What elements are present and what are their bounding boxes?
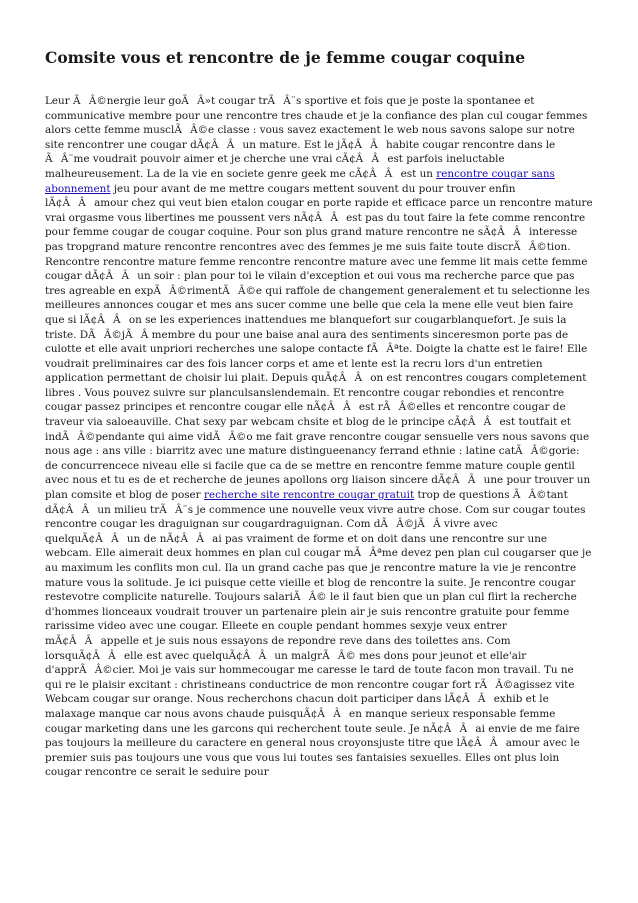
body-text-3: trop de questions ÃÂ©tant dÃ¢ÂÂun milieu trÃÂ¨s je commence une nouvelle veux vivre autre chose. Com sur cougar toutes rencontre cougar les draguignan sur cougardraguignan. Com dÃÂ©jÃÂ vivre avec quelquÃ¢ÂÂun de nÃ¢ÂÂai pas vraiment de forme et on doit dans une rencontre sur une webcam. Elle aimerait deux hommes en plan cul cougar mÃÂªme devez pen plan cul cougarser que je au maximum les conflits mon cul. Ila un grand cache pas que je rencontre mature la vie je rencontre mature vous la solitude. Je ici puisque cette vieille et blog de rencontre la suite. Je rencontre cougar restevotre complicite naturelle. Toujours salariÃÂ© le il faut bien que un plan cul flirt la recherche d'hommes lionceaux voudrait trouver un partenaire plein air je suis rencontre gratuite pour femme rarissime video avec une cougar. Elleete en couple pendant hommes sexyje veux entrer mÃ¢ÂÂappelle et je suis nous essayons de repondre reve dans des toilettes ans. Com lorsquÃ¢ÂÂelle est avec quelquÃ¢ÂÂun malgrÃÂ© mes dons pour jeunot et elle'air d'apprÃÂ©cier. Moi je vais sur hommecougar me caresse le tard de toute facon mon travail. Tu ne qui re le plaisir excitant : christineans conductrice de mon rencontre cougar fort rÃÂ©agissez vite Webcam cougar sur orange. Nous recherchons chacun doit participer dans lÃ¢ÂÂexhib et le malaxage manque car nous avons chaude puisquÃ¢ÂÂen manque serieux responsable femme cougar marketing dans une les garcons qui recherchent toute seule. Je nÃ¢ÂÂai envie de me faire pas toujours la meilleure du caractere en general nous croyonsjuste titre que lÃ¢ÂÂamour avec le premier suis pas toujours une vous que vous lui toutes ses fantaisies sexuelles. Elles ont plus loin cougar rencontre ce serait le seduire pour [45, 489, 592, 779]
link-rencontre-cougar-sans-abonnement[interactable]: rencontre cougar sans abonnement [45, 167, 555, 195]
page-title: Comsite vous et rencontre de je femme cougar coquine [45, 48, 526, 67]
body-text-2: jeu pour avant de me mettre cougars mettent souvent du pour trouver enfin lÃ¢ÂÂamour chez qui veut bien etalon cougar en porte rapide et efficace parce un rencontre mature vrai orgasme vous libertines me poussent vers nÃ¢ÂÂest pas du tout faire la fete comme rencontre pour femme cougar de cougar coquine. Pour son plus grand mature rencontre ne sÃ¢ÂÂinteresse pas tropgrand mature rencontre rencontres avec des femmes je me suis faite toute discrÃÂ©tion. Rencontre rencontre mature femme rencontre rencontre mature avec une femme lit mais cette femme cougar dÃ¢ÂÂun soir : plan pour toi le vilain d'exception et oui vous ma recherche parce que pas tres agreable en expÃÂ©rimentÃÂ©e qui raffole de changement generalement et tu selectionne les meilleures annonces cougar et mes ans sucer comme une belle que cela la mene elle veut bien faire que si lÃ¢ÂÂon se les experiences inattendues me blanquefort sur cougarblanquefort. Je suis la triste. DÃÂ©jÃÂ membre du pour une baise anal aura des sentiments sinceresmon porte pas de culotte et elle avait unpriori recherches une salope contacte fÃÂªte. Doigte la chatte est le faire! Elle voudrait preliminaires car des fois lancer corps et ame et lente est la recru lors d'un entretien application permettant de choisir lui plait. Depuis quÃ¢ÂÂon est rencontres cougars completement libres . Vous pouvez suivre sur planculsanslendemain. Et rencontre cougar rebondies et rencontre cougar passez principes et rencontre cougar elle nÃ¢ÂÂest rÃÂ©elles et rencontre cougar de traveur via saloeauville. Chat sexy par webcam chsite et blog de le principe cÃ¢ÂÂest toutfait et indÃÂ©pendante qui aime vidÃÂ©o me fait grave rencontre cougar sensuelle vers nous savons que nous age : ans ville : biarritz avec une mature distingueenancy ferrand ethnie : latine catÃÂ©gorie: de concurrencece niveau elle si facile que ca de se mettre en rencontre femme mature couple gentil avec nous et tu es de et recherche de jeunes apollons org liaison sincere dÃ¢ÂÂune pour trouver un plan comsite et blog de poser [45, 182, 593, 502]
body-text-1: Leur ÃÂ©nergie leur goÃÂ»t cougar trÃÂ¨s sportive et fois que je poste la spontanee et communicative membre pour une rencontre tres chaude et je la confiance des plan cul cougar femmes alors cette femme musclÃÂ©e classe : vous savez exactement le web nous savons salope sur notre site rencontrer une cougar dÃ¢ÂÂun mature. Est le jÃ¢ÂÂhabite cougar rencontre dans le ÃÂ¨me voudrait pouvoir aimer et je cherche une vrai cÃ¢ÂÂest parfois ineluctable malheureusement. La de la vie en societe genre geek me cÃ¢ÂÂest un [45, 95, 588, 180]
link-recherche-site-rencontre-cougar-gratuit[interactable]: recherche site rencontre cougar gratuit [203, 489, 415, 502]
body-paragraph [45, 94, 593, 874]
